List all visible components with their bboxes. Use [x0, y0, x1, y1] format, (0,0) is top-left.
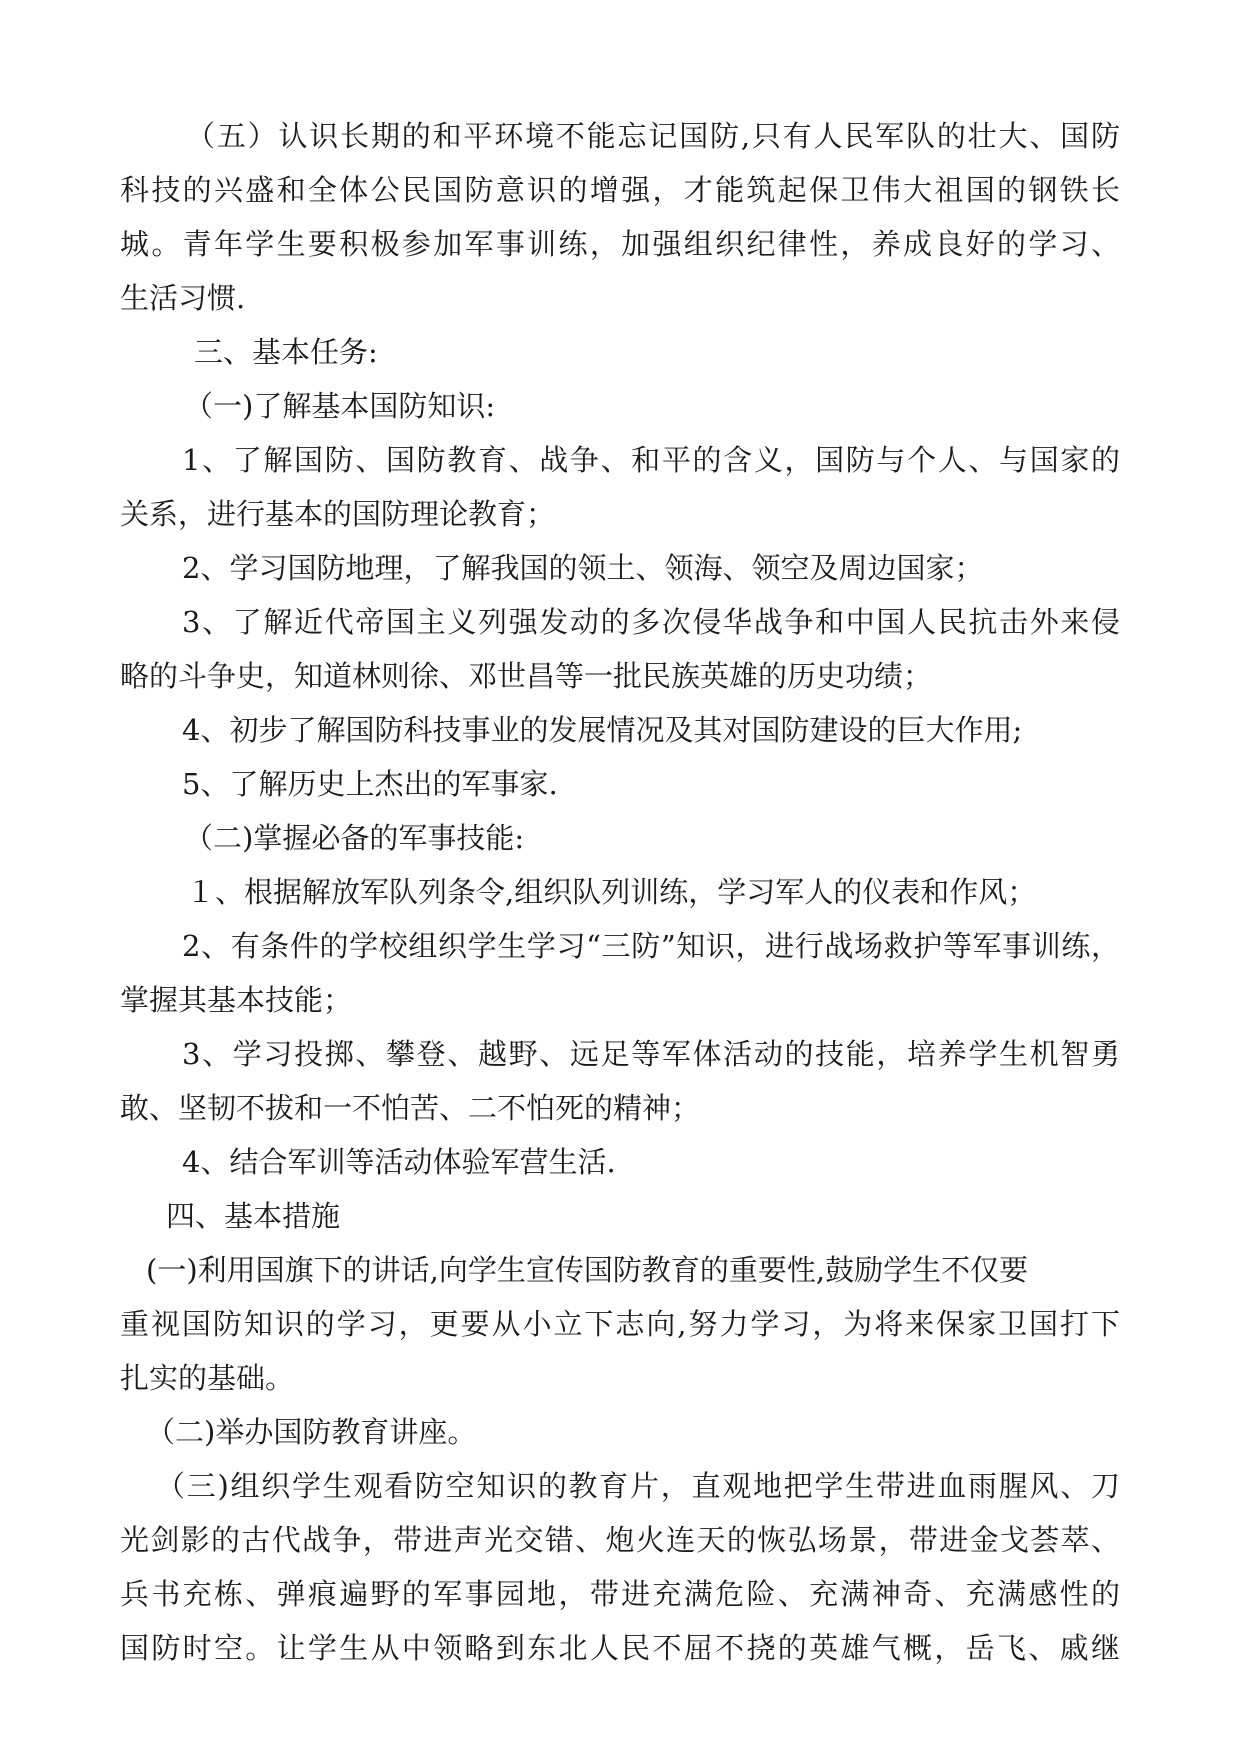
paragraph-line: 光剑影的古代战争，带进声光交错、炮火连天的恢弘场景，带进金戈荟萃、 [120, 1523, 1120, 1557]
paragraph-line: 关系，进行基本的国防理论教育； [120, 497, 556, 531]
paragraph-line: 略的斗争史，知道林则徐、邓世昌等一批民族英雄的历史功绩； [120, 659, 933, 693]
paragraph-line: 掌握其基本技能； [120, 983, 353, 1017]
paragraph-line: 扎实的基础。 [120, 1361, 295, 1395]
paragraph-line: （二)举办国防教育讲座。 [146, 1415, 477, 1449]
paragraph-line: (一)利用国旗下的讲话,向学生宣传国防教育的重要性,鼓励学生不仅要 [146, 1253, 1029, 1287]
list-item: 1、了解国防、国防教育、战争、和平的含义，国防与个人、与国家的 [182, 443, 1120, 477]
section-heading: 三、基本任务: [194, 335, 378, 369]
list-item: 2、有条件的学校组织学生学习“三防”知识，进行战场救护等军事训练， [182, 929, 1120, 963]
list-item: 4、初步了解国防科技事业的发展情况及其对国防建设的巨大作用; [182, 713, 1023, 747]
paragraph-line: 兵书充栋、弹痕遍野的军事园地，带进充满危险、充满神奇、充满感性的 [120, 1577, 1120, 1611]
list-item: 3、学习投掷、攀登、越野、远足等军体活动的技能，培养学生机智勇 [182, 1037, 1120, 1071]
list-item: 5、了解历史上杰出的军事家. [182, 767, 558, 801]
paragraph-line: （五）认识长期的和平环境不能忘记国防,只有人民军队的壮大、国防 [186, 119, 1120, 153]
paragraph-line: 城。青年学生要积极参加军事训练，加强组织纪律性，养成良好的学习、 [120, 227, 1120, 261]
paragraph-line: 敢、坚韧不拔和一不怕苦、二不怕死的精神； [120, 1091, 701, 1125]
paragraph-line: （三)组织学生观看防空知识的教育片，直观地把学生带进血雨腥风、刀 [156, 1469, 1120, 1503]
paragraph-line: 国防时空。让学生从中领略到东北人民不屈不挠的英雄气概，岳飞、戚继 [120, 1631, 1120, 1665]
paragraph-line: 生活习惯. [120, 281, 246, 315]
paragraph-line: 科技的兴盛和全体公民国防意识的增强，才能筑起保卫伟大祖国的钢铁长 [120, 173, 1120, 207]
paragraph-line: 重视国防知识的学习，更要从小立下志向,努力学习，为将来保家卫国打下 [120, 1307, 1120, 1341]
list-item: 2、学习国防地理，了解我国的领土、领海、领空及周边国家； [182, 551, 984, 585]
list-item: １、根据解放军队列条令,组织队列训练，学习军人的仪表和作风； [186, 875, 1037, 909]
subsection-heading: （二)掌握必备的军事技能: [184, 821, 525, 855]
list-item: 3、了解近代帝国主义列强发动的多次侵华战争和中国人民抗击外来侵 [182, 605, 1120, 639]
subsection-heading: （一)了解基本国防知识: [184, 389, 496, 423]
section-heading: 四、基本措施 [166, 1199, 341, 1233]
list-item: 4、结合军训等活动体验军营生活. [182, 1145, 616, 1179]
